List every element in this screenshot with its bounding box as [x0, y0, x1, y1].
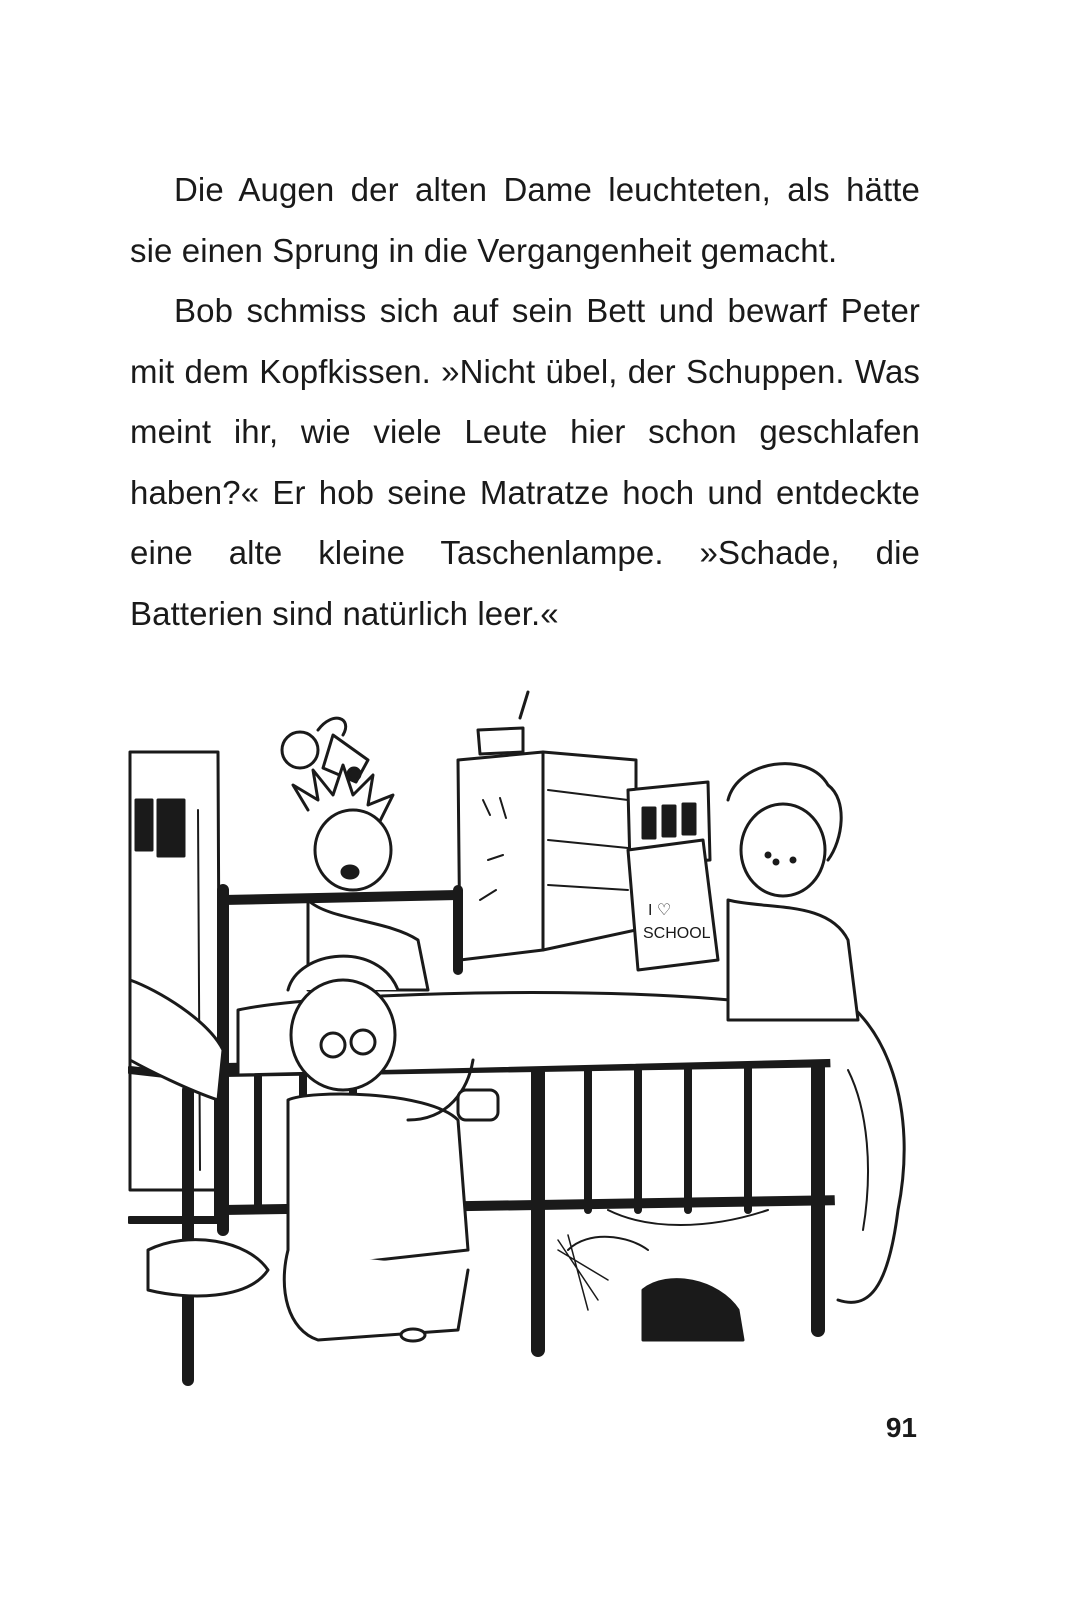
- bedroom-illustration: [128, 690, 928, 1390]
- body-text: [130, 160, 920, 644]
- paragraph-2: Bob schmiss sich auf sein Bett und bewarf Peter mit dem Kopfkissen. »Nicht übel, der Schuppen. Was meint ihr, wie viele Leute hier schon geschlafen haben?« Er hob seine Matratze hoch und entdeckte eine alte kleine Taschenlampe. »Schade, die Batterien sind natürlich leer.«: [130, 292, 920, 632]
- page-number: 91: [885, 1412, 917, 1443]
- shoe: [643, 1280, 743, 1340]
- wardrobe-door: [130, 752, 220, 1190]
- shirt-text-line2: SCHOOL: [643, 925, 711, 942]
- paragraph-1: Die Augen der alten Dame leuchteten, als hätte sie einen Sprung in die Vergangenheit gemacht.: [130, 171, 920, 269]
- boy-peter: [293, 765, 428, 990]
- cobweb: [558, 1235, 608, 1310]
- shirt-text-line1: I ♡: [648, 902, 672, 919]
- cabinet: [458, 692, 636, 960]
- wall-lamp: [282, 718, 368, 782]
